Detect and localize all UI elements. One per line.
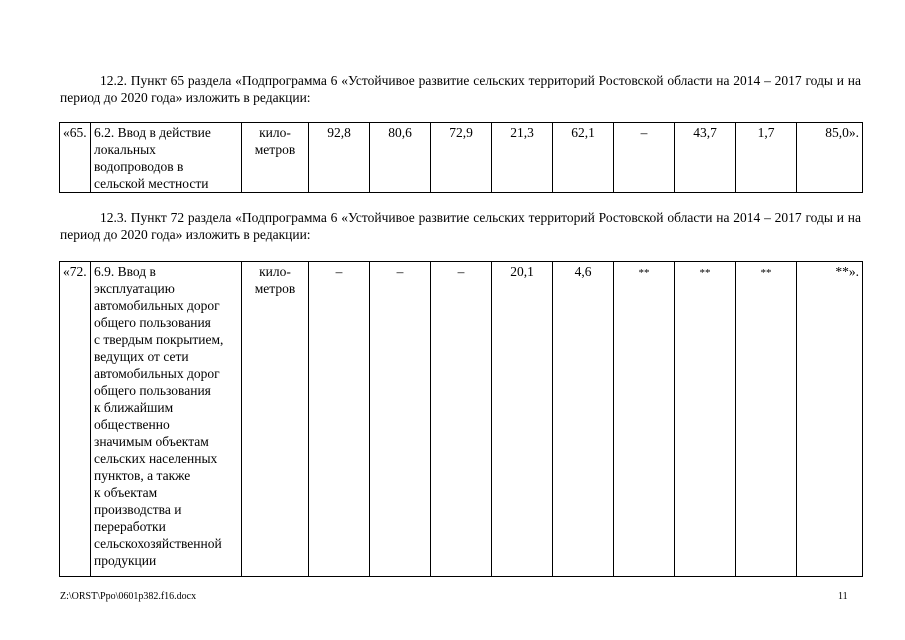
footer-file-path: Z:\ORST\Ppo\0601p382.f16.docx bbox=[60, 591, 197, 602]
value-cell bbox=[736, 262, 797, 577]
value-cell: – bbox=[370, 262, 431, 577]
value-cell: 21,3 bbox=[492, 123, 553, 193]
amendment-table-item-65 bbox=[59, 122, 863, 193]
indicator-name-line: переработки bbox=[94, 519, 166, 534]
indicator-name-line: пунктов, а также bbox=[94, 468, 191, 483]
amendment-table-item-72 bbox=[59, 261, 863, 577]
indicator-name-line: водопроводов в bbox=[94, 159, 184, 174]
unit-line: кило- bbox=[259, 264, 291, 279]
value-cell: 43,7 bbox=[675, 123, 736, 193]
value-cell: – bbox=[614, 123, 675, 193]
indicator-name-line: автомобильных дорог bbox=[94, 366, 220, 381]
unit-line: метров bbox=[254, 281, 296, 296]
indicator-name-line: с твердым покрытием, bbox=[94, 332, 224, 347]
footnote-mark: ** bbox=[638, 267, 650, 279]
value-cell: 4,6 bbox=[553, 262, 614, 577]
indicator-name-line: значимым объектам bbox=[94, 434, 209, 449]
indicator-name-cell bbox=[91, 262, 242, 577]
value-cell bbox=[675, 262, 736, 577]
value-cell bbox=[614, 262, 675, 577]
value-cell-last: 85,0». bbox=[797, 123, 863, 193]
value-cell: 72,9 bbox=[431, 123, 492, 193]
indicator-name-line: производства и bbox=[94, 502, 182, 517]
value-cell: 1,7 bbox=[736, 123, 797, 193]
item-number-cell: «65. bbox=[60, 123, 91, 193]
value-cell: 92,8 bbox=[309, 123, 370, 193]
unit-cell bbox=[242, 262, 309, 577]
indicator-name-line: общественно bbox=[94, 417, 170, 432]
unit-line: кило- bbox=[259, 125, 291, 140]
unit-line: метров bbox=[254, 142, 296, 157]
indicator-name-line: продукции bbox=[94, 553, 157, 568]
amendment-paragraph-12-3: 12.3. Пункт 72 раздела «Подпрограмма 6 «Устойчивое развитие сельских территорий Ростовской области на 2014 – 2017 годы и на период до 2020 года» изложить в редакции: bbox=[60, 210, 861, 242]
indicator-name-line: общего пользования bbox=[94, 383, 211, 398]
indicator-name-line: эксплуатацию bbox=[94, 281, 175, 296]
indicator-name-line: сельскохозяйственной bbox=[94, 536, 222, 551]
value-cell: 20,1 bbox=[492, 262, 553, 577]
value-cell-last: **». bbox=[797, 262, 863, 577]
page-number: 11 bbox=[838, 591, 848, 602]
table-row bbox=[60, 123, 863, 193]
indicator-name-line: 6.9. Ввод в bbox=[94, 264, 156, 279]
unit-cell bbox=[242, 123, 309, 193]
value-cell: 62,1 bbox=[553, 123, 614, 193]
indicator-name-line: автомобильных дорог bbox=[94, 298, 220, 313]
indicator-name-line: 6.2. Ввод в действие bbox=[94, 125, 211, 140]
indicator-name-cell bbox=[91, 123, 242, 193]
indicator-name-line: ведущих от сети bbox=[94, 349, 189, 364]
value-cell: 80,6 bbox=[370, 123, 431, 193]
footnote-mark: ** bbox=[760, 267, 772, 279]
indicator-name-line: к объектам bbox=[94, 485, 158, 500]
item-number-cell: «72. bbox=[60, 262, 91, 577]
value-cell: – bbox=[309, 262, 370, 577]
value-cell: – bbox=[431, 262, 492, 577]
table-row bbox=[60, 262, 863, 577]
indicator-name-line: сельских населенных bbox=[94, 451, 218, 466]
amendment-paragraph-12-2: 12.2. Пункт 65 раздела «Подпрограмма 6 «Устойчивое развитие сельских территорий Ростовской области на 2014 – 2017 годы и на период до 2020 года» изложить в редакции: bbox=[60, 73, 861, 105]
indicator-name-line: общего пользования bbox=[94, 315, 211, 330]
indicator-name-line: сельской местности bbox=[94, 176, 209, 191]
footnote-mark: ** bbox=[699, 267, 711, 279]
indicator-name-line: локальных bbox=[94, 142, 156, 157]
indicator-name-line: к ближайшим bbox=[94, 400, 174, 415]
